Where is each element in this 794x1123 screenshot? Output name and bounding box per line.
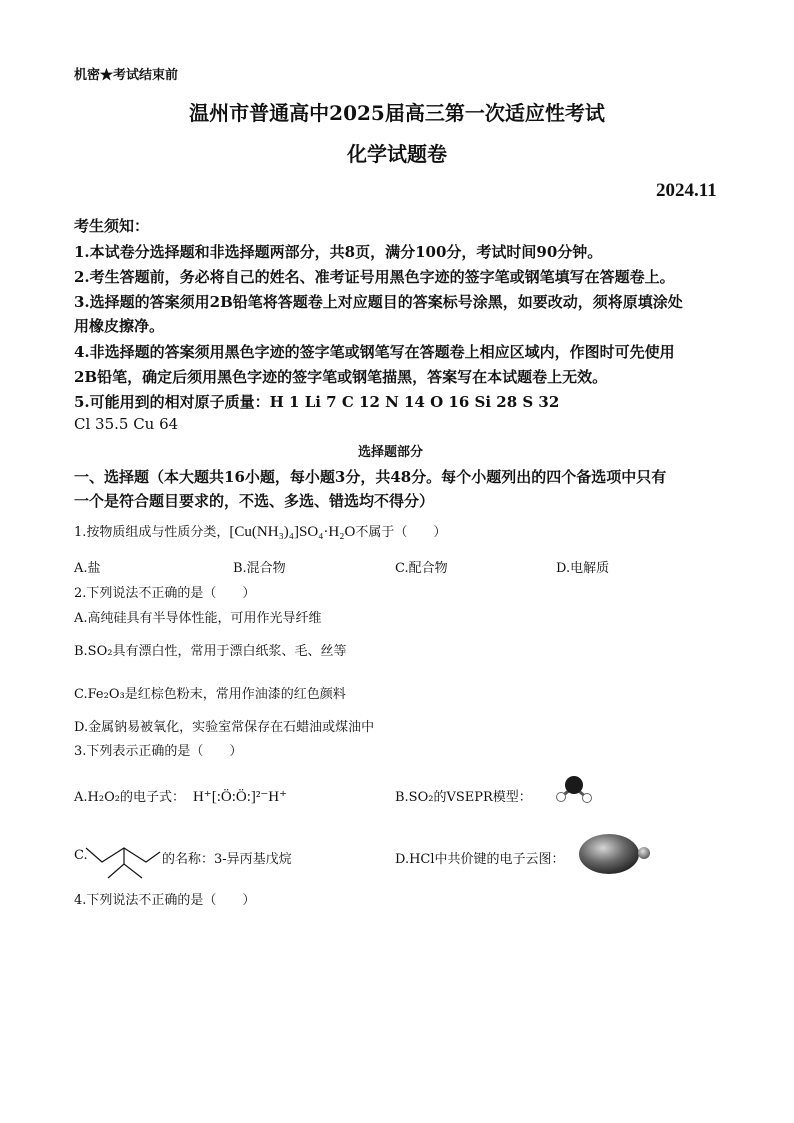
section-intro-2: 一个是符合题目要求的，不选、多选、错选均不得分） (74, 492, 435, 510)
question-1-stem-post: 不属于（ ） (355, 525, 447, 540)
h2o2-electron-formula: H⁺[:Ö:Ö:]²⁻H⁺ (192, 789, 288, 805)
question-1-stem (74, 521, 446, 541)
hcl-electron-cloud-image (576, 832, 656, 878)
notice-item-3-cont: 用橡皮擦净。 (74, 317, 165, 335)
question-2-option-d: D.金属钠易被氧化，实验室常保存在石蜡油或煤油中 (74, 720, 375, 735)
notice-item-1: 1.本试卷分选择题和非选择题两部分，共8页，满分100分，考试时间90分钟。 (74, 243, 603, 261)
question-2-stem: 2.下列说法不正确的是（ ） (74, 586, 256, 601)
question-3-option-b: B.SO₂的VSEPR模型： (395, 790, 532, 805)
question-1-stem-pre: 1.按物质组成与性质分类， (74, 525, 230, 540)
question-2-option-a: A.高纯硅具有半导体性能，可用作光导纤维 (74, 611, 322, 626)
question-3-option-a-label: A.H₂O₂的电子式： (74, 790, 185, 805)
question-3-stem: 3.下列表示正确的是（ ） (74, 744, 243, 759)
subject-title: 化学试题卷 (347, 142, 447, 166)
so2-vsepr-model-image (552, 770, 602, 810)
section-heading: 选择题部分 (358, 445, 424, 460)
question-2-option-c: C.Fe₂O₃是红棕色粉末，常用作油漆的红色颜料 (74, 687, 346, 702)
question-4-stem: 4.下列说法不正确的是（ ） (74, 893, 256, 908)
question-3-option-d: D.HCl中共价键的电子云图： (395, 852, 565, 867)
question-3-option-c-prefix: C. (74, 848, 88, 863)
notice-item-5-cont: Cl 35.5 Cu 64 (74, 415, 179, 433)
skeletal-structure-image (84, 828, 162, 884)
question-3-option-c: 的名称：3-异丙基戊烷 (162, 852, 292, 867)
confidential-label: 机密★考试结束前 (74, 68, 179, 83)
question-1-option-b: B.混合物 (233, 561, 286, 576)
question-1-option-d: D.电解质 (556, 561, 610, 576)
question-1-formula: [Cu(NH₃)₄]SO₄·H₂O (229, 524, 356, 540)
notice-heading: 考生须知： (74, 217, 150, 235)
notice-item-4-cont: 2B铅笔，确定后须用黑色字迹的签字笔或钢笔描黑，答案写在本试题卷上无效。 (74, 368, 608, 386)
notice-item-5: 5.可能用到的相对原子质量：H 1 Li 7 C 12 N 14 O 16 Si 28 S 32 (74, 393, 560, 411)
notice-item-2: 2.考生答题前，务必将自己的姓名、准考证号用黑色字迹的签字笔或钢笔填写在答题卷上。 (74, 268, 675, 286)
exam-date: 2024.11 (656, 180, 717, 201)
question-1-option-a: A.盐 (74, 561, 101, 576)
question-2-option-b: B.SO₂具有漂白性，常用于漂白纸浆、毛、丝等 (74, 644, 347, 659)
section-intro-1: 一、选择题（本大题共16小题，每小题3分，共48分。每个小题列出的四个备选项中只有 (74, 468, 667, 486)
exam-title: 温州市普通高中2025届高三第一次适应性考试 (189, 101, 605, 125)
question-1-option-c: C.配合物 (395, 561, 448, 576)
question-3-option-a (74, 786, 287, 806)
notice-item-4: 4.非选择题的答案须用黑色字迹的签字笔或钢笔写在答题卷上相应区域内，作图时可先使用 (74, 343, 675, 361)
notice-item-3: 3.选择题的答案须用2B铅笔将答题卷上对应题目的答案标号涂黑，如要改动，须将原填涂处 (74, 293, 683, 311)
